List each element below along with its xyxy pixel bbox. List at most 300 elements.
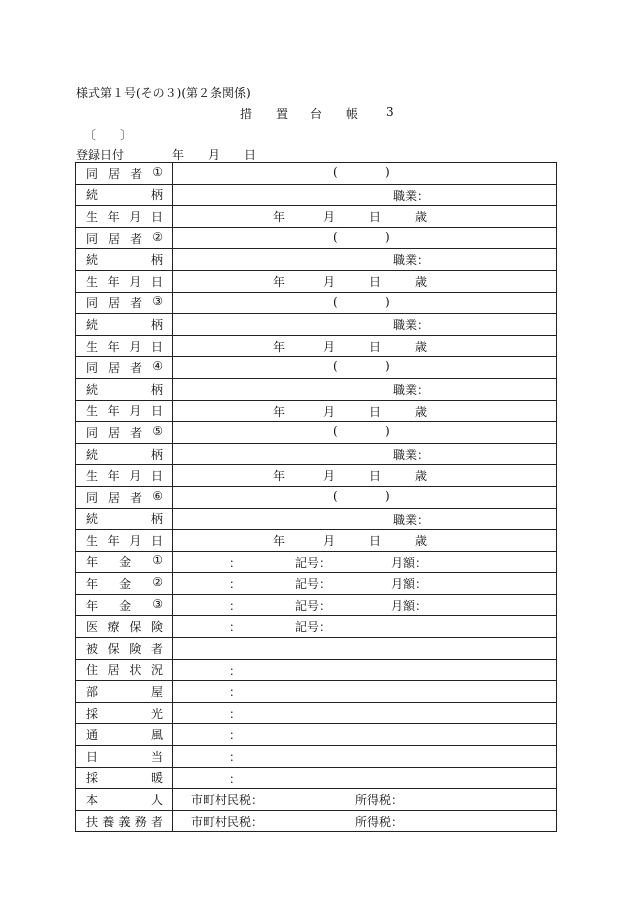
row-value-content bbox=[173, 746, 556, 767]
label-char: 保 bbox=[129, 620, 142, 635]
row-value-content bbox=[173, 357, 556, 378]
reg-month-label: 月 bbox=[208, 148, 221, 162]
field-label: 年 bbox=[273, 404, 286, 419]
field-label: 歳 bbox=[415, 210, 428, 225]
row-label bbox=[76, 573, 173, 595]
label-char: 屋 bbox=[150, 685, 163, 700]
row-label bbox=[76, 400, 173, 422]
field-label: 月 bbox=[323, 210, 336, 225]
label-char: 採 bbox=[86, 706, 99, 721]
field-label: ： bbox=[229, 620, 242, 635]
label-char: 年 bbox=[107, 469, 120, 484]
field-label: 日 bbox=[369, 404, 382, 419]
row-label bbox=[76, 486, 173, 508]
table-row bbox=[76, 486, 557, 508]
row-label-text bbox=[76, 510, 172, 527]
row-value-content bbox=[173, 509, 556, 530]
row-value-field[interactable] bbox=[173, 465, 557, 487]
field-label: 月額： bbox=[391, 555, 428, 570]
row-label-text bbox=[76, 251, 172, 268]
row-value-content bbox=[173, 681, 556, 702]
row-value-content bbox=[173, 163, 556, 184]
label-char: 生 bbox=[86, 209, 99, 224]
row-label-text bbox=[76, 553, 172, 570]
label-char: 日 bbox=[150, 274, 163, 289]
label-char: ① bbox=[152, 553, 163, 568]
label-char: 居 bbox=[108, 361, 121, 376]
field-label: 職業： bbox=[393, 447, 430, 462]
field-label: 歳 bbox=[415, 534, 428, 549]
label-char: 居 bbox=[108, 425, 121, 440]
row-value-content bbox=[173, 422, 556, 443]
title-char: 置 bbox=[276, 107, 289, 121]
label-char: ③ bbox=[152, 596, 163, 611]
row-label-text bbox=[76, 597, 172, 614]
row-label bbox=[76, 249, 173, 271]
label-char: 日 bbox=[150, 533, 163, 548]
row-label bbox=[76, 206, 173, 228]
label-char: 月 bbox=[129, 274, 142, 289]
label-char: 被 bbox=[86, 641, 99, 656]
row-value-field[interactable] bbox=[173, 573, 557, 595]
label-char: 生 bbox=[86, 274, 99, 289]
row-label bbox=[76, 184, 173, 206]
field-label: ) bbox=[385, 294, 390, 309]
label-char: 者 bbox=[130, 490, 143, 505]
table-row bbox=[76, 681, 557, 703]
label-char: 通 bbox=[86, 728, 99, 743]
row-value-field[interactable] bbox=[173, 594, 557, 616]
label-char: 金 bbox=[119, 598, 132, 613]
row-value-content bbox=[173, 595, 556, 616]
field-label: ( bbox=[333, 359, 338, 374]
label-char: 日 bbox=[86, 749, 99, 764]
table-row bbox=[76, 465, 557, 487]
label-char: ② bbox=[152, 575, 163, 590]
label-char: 保 bbox=[107, 641, 120, 656]
table-row bbox=[76, 292, 557, 314]
label-char: 扶 bbox=[86, 814, 99, 829]
field-label: 歳 bbox=[415, 469, 428, 484]
label-char: 日 bbox=[150, 339, 163, 354]
row-value-content bbox=[173, 206, 556, 227]
row-value-field[interactable] bbox=[173, 616, 557, 638]
row-value-content bbox=[173, 249, 556, 270]
field-label: 月 bbox=[323, 274, 336, 289]
row-value-content bbox=[173, 444, 556, 465]
field-label: ) bbox=[385, 229, 390, 244]
row-label bbox=[76, 335, 173, 357]
field-label: 日 bbox=[369, 534, 382, 549]
label-char: 月 bbox=[129, 469, 142, 484]
field-label: 市町村民税： bbox=[191, 814, 264, 829]
row-label bbox=[76, 659, 173, 681]
row-label bbox=[76, 422, 173, 444]
label-char: 義 bbox=[118, 814, 131, 829]
row-label bbox=[76, 357, 173, 379]
field-label: ( bbox=[333, 488, 338, 503]
title-number: 3 bbox=[386, 105, 394, 119]
field-label: ( bbox=[333, 294, 338, 309]
label-char: 況 bbox=[150, 663, 163, 678]
row-label-text bbox=[76, 683, 172, 700]
row-value-field[interactable] bbox=[173, 357, 557, 379]
title-char: 措 bbox=[240, 107, 253, 121]
field-label: ： bbox=[229, 750, 242, 765]
row-value-field[interactable] bbox=[173, 335, 557, 357]
row-label bbox=[76, 789, 173, 811]
label-char: 続 bbox=[86, 512, 99, 527]
row-value-field[interactable] bbox=[173, 249, 557, 271]
row-label-text bbox=[76, 532, 172, 549]
label-char: 年 bbox=[107, 209, 120, 224]
field-label: ( bbox=[333, 229, 338, 244]
table-row bbox=[76, 314, 557, 336]
row-label bbox=[76, 551, 173, 573]
row-label-text bbox=[76, 791, 172, 808]
table-row bbox=[76, 702, 557, 724]
field-label: 所得税： bbox=[355, 814, 404, 829]
table-row bbox=[76, 378, 557, 400]
row-value-content bbox=[173, 530, 556, 551]
field-label: 日 bbox=[369, 274, 382, 289]
row-label bbox=[76, 227, 173, 249]
table-row bbox=[76, 724, 557, 746]
table-row bbox=[76, 357, 557, 379]
row-label-text bbox=[76, 186, 172, 203]
label-char: 採 bbox=[86, 771, 99, 786]
label-char: 状 bbox=[129, 663, 142, 678]
label-char: 続 bbox=[86, 382, 99, 397]
field-label: ) bbox=[385, 424, 390, 439]
label-char: 日 bbox=[150, 404, 163, 419]
label-char: 年 bbox=[86, 555, 99, 570]
field-label: 年 bbox=[273, 274, 286, 289]
label-char: 月 bbox=[129, 533, 142, 548]
register-table bbox=[75, 162, 557, 832]
row-value-field[interactable] bbox=[173, 227, 557, 249]
label-char: 同 bbox=[86, 296, 99, 311]
row-value-field[interactable] bbox=[173, 206, 557, 228]
row-label-text bbox=[76, 575, 172, 592]
row-value-field[interactable] bbox=[173, 789, 557, 811]
row-label bbox=[76, 767, 173, 789]
row-label bbox=[76, 508, 173, 530]
table-row bbox=[76, 270, 557, 292]
table-row bbox=[76, 227, 557, 249]
label-char: 柄 bbox=[150, 382, 163, 397]
row-label bbox=[76, 465, 173, 487]
row-value-content bbox=[173, 703, 556, 724]
label-char: 居 bbox=[108, 231, 121, 246]
row-value-content bbox=[173, 638, 556, 659]
row-value-field[interactable] bbox=[173, 681, 557, 703]
field-label: 記号： bbox=[295, 577, 332, 592]
table-row bbox=[76, 659, 557, 681]
row-label bbox=[76, 270, 173, 292]
title-char: 帳 bbox=[346, 107, 359, 121]
field-label: 日 bbox=[369, 339, 382, 354]
label-char: 金 bbox=[119, 555, 132, 570]
row-value-field[interactable] bbox=[173, 270, 557, 292]
label-char: 者 bbox=[150, 641, 163, 656]
field-label: 市町村民税： bbox=[191, 793, 264, 808]
table-row bbox=[76, 746, 557, 768]
row-label-text bbox=[76, 618, 172, 635]
label-char: 生 bbox=[86, 533, 99, 548]
field-label: 月 bbox=[323, 339, 336, 354]
row-value-field[interactable] bbox=[173, 163, 557, 185]
row-label-text bbox=[76, 230, 172, 247]
field-label: ) bbox=[385, 488, 390, 503]
row-label-text bbox=[76, 273, 172, 290]
row-value-content bbox=[173, 552, 556, 573]
form-number: 様式第１号(その３)(第２条関係) bbox=[76, 86, 251, 100]
label-char: 年 bbox=[107, 339, 120, 354]
label-char: 続 bbox=[86, 253, 99, 268]
field-label: 記号： bbox=[295, 555, 332, 570]
row-value-content bbox=[173, 185, 556, 206]
field-label: 記号： bbox=[295, 598, 332, 613]
row-value-field[interactable] bbox=[173, 767, 557, 789]
row-label-text bbox=[76, 424, 172, 441]
label-char: 続 bbox=[86, 188, 99, 203]
table-row bbox=[76, 443, 557, 465]
label-char: 医 bbox=[86, 620, 99, 635]
label-char: 月 bbox=[129, 339, 142, 354]
label-char: 同 bbox=[86, 425, 99, 440]
row-value-field[interactable] bbox=[173, 486, 557, 508]
label-char: 月 bbox=[129, 209, 142, 224]
table-row bbox=[76, 249, 557, 271]
field-label: 職業： bbox=[393, 318, 430, 333]
row-label bbox=[76, 443, 173, 465]
row-value-field[interactable] bbox=[173, 659, 557, 681]
field-label: ： bbox=[229, 728, 242, 743]
row-label bbox=[76, 702, 173, 724]
label-char: 柄 bbox=[150, 188, 163, 203]
field-label: 日 bbox=[369, 210, 382, 225]
field-label: 月 bbox=[323, 469, 336, 484]
field-label: 所得税： bbox=[355, 793, 404, 808]
row-value-field[interactable] bbox=[173, 810, 557, 832]
row-value-field[interactable] bbox=[173, 724, 557, 746]
row-label bbox=[76, 616, 173, 638]
row-label-text bbox=[76, 467, 172, 484]
field-label: 月額： bbox=[391, 598, 428, 613]
label-char: 柄 bbox=[150, 512, 163, 527]
label-char: ③ bbox=[152, 294, 163, 309]
row-label-text bbox=[76, 402, 172, 419]
row-label-text bbox=[76, 316, 172, 333]
row-value-field[interactable] bbox=[173, 400, 557, 422]
label-char: 同 bbox=[86, 166, 99, 181]
row-value-content bbox=[173, 379, 556, 400]
field-label: 月 bbox=[323, 534, 336, 549]
row-label-text bbox=[76, 446, 172, 463]
field-label: ) bbox=[385, 359, 390, 374]
table-row bbox=[76, 530, 557, 552]
row-label bbox=[76, 292, 173, 314]
row-label-text bbox=[76, 489, 172, 506]
label-char: 年 bbox=[86, 598, 99, 613]
label-char: 同 bbox=[86, 490, 99, 505]
row-label-text bbox=[76, 208, 172, 225]
field-label: 年 bbox=[273, 469, 286, 484]
row-value-field[interactable] bbox=[173, 443, 557, 465]
table-row bbox=[76, 184, 557, 206]
table-row bbox=[76, 163, 557, 185]
label-char: 者 bbox=[150, 814, 163, 829]
field-label: 歳 bbox=[415, 404, 428, 419]
reg-year-label: 年 bbox=[172, 148, 185, 162]
field-label: ： bbox=[229, 685, 242, 700]
label-char: 者 bbox=[130, 425, 143, 440]
label-char: 年 bbox=[107, 404, 120, 419]
label-char: 同 bbox=[86, 231, 99, 246]
table-row bbox=[76, 789, 557, 811]
label-char: 生 bbox=[86, 469, 99, 484]
label-char: 務 bbox=[134, 814, 147, 829]
label-char: 柄 bbox=[150, 447, 163, 462]
label-char: 者 bbox=[130, 296, 143, 311]
row-value-content bbox=[173, 616, 556, 637]
label-char: 続 bbox=[86, 447, 99, 462]
field-label: ( bbox=[333, 165, 338, 179]
row-label-text bbox=[76, 359, 172, 376]
field-label: ： bbox=[229, 663, 242, 678]
row-label bbox=[76, 681, 173, 703]
field-label: 月 bbox=[323, 404, 336, 419]
title-char: 台 bbox=[310, 107, 323, 121]
row-value-content bbox=[173, 768, 556, 789]
field-label: 職業： bbox=[393, 512, 430, 527]
table-row bbox=[76, 335, 557, 357]
row-label-text bbox=[76, 381, 172, 398]
row-label-text bbox=[76, 294, 172, 311]
row-value-content bbox=[173, 573, 556, 594]
row-value-field[interactable] bbox=[173, 551, 557, 573]
row-label bbox=[76, 810, 173, 832]
label-char: 険 bbox=[129, 641, 142, 656]
row-label-text bbox=[76, 813, 172, 830]
row-value-field[interactable] bbox=[173, 378, 557, 400]
label-char: 者 bbox=[130, 166, 143, 181]
field-label: 職業： bbox=[393, 382, 430, 397]
table-row bbox=[76, 810, 557, 832]
label-char: 部 bbox=[86, 685, 99, 700]
row-value-content bbox=[173, 401, 556, 422]
label-char: 者 bbox=[130, 231, 143, 246]
label-char: 本 bbox=[86, 793, 99, 808]
field-label: ) bbox=[385, 165, 390, 179]
row-value-content bbox=[173, 465, 556, 486]
row-label bbox=[76, 638, 173, 660]
field-label: ： bbox=[229, 577, 242, 592]
label-char: 住 bbox=[86, 663, 99, 678]
label-char: 療 bbox=[107, 620, 120, 635]
row-value-content bbox=[173, 789, 556, 810]
label-char: 同 bbox=[86, 361, 99, 376]
table-row bbox=[76, 638, 557, 660]
field-label: 記号： bbox=[295, 620, 332, 635]
field-label: 歳 bbox=[415, 339, 428, 354]
row-value-field[interactable] bbox=[173, 638, 557, 660]
label-char: 年 bbox=[86, 577, 99, 592]
label-char: 日 bbox=[150, 469, 163, 484]
row-value-content bbox=[173, 660, 556, 681]
row-label bbox=[76, 163, 173, 185]
row-label-text bbox=[76, 748, 172, 765]
label-char: 者 bbox=[130, 361, 143, 376]
label-char: 月 bbox=[129, 404, 142, 419]
table-row bbox=[76, 206, 557, 228]
label-char: 年 bbox=[107, 533, 120, 548]
label-char: 柄 bbox=[150, 253, 163, 268]
row-label-text bbox=[76, 705, 172, 722]
table-row bbox=[76, 551, 557, 573]
row-value-field[interactable] bbox=[173, 422, 557, 444]
table-row bbox=[76, 508, 557, 530]
table-row bbox=[76, 594, 557, 616]
row-value-field[interactable] bbox=[173, 292, 557, 314]
row-value-field[interactable] bbox=[173, 184, 557, 206]
reg-day-label: 日 bbox=[244, 148, 257, 162]
label-char: 人 bbox=[150, 793, 163, 808]
row-value-content bbox=[173, 487, 556, 508]
label-char: ② bbox=[152, 229, 163, 244]
label-char: 居 bbox=[108, 296, 121, 311]
label-char: 年 bbox=[107, 274, 120, 289]
row-value-field[interactable] bbox=[173, 508, 557, 530]
table-row bbox=[76, 573, 557, 595]
label-char: 光 bbox=[150, 706, 163, 721]
row-value-field[interactable] bbox=[173, 702, 557, 724]
label-char: 金 bbox=[119, 577, 132, 592]
row-label bbox=[76, 594, 173, 616]
label-char: 養 bbox=[102, 814, 115, 829]
label-char: ④ bbox=[152, 359, 163, 374]
field-label: 年 bbox=[273, 534, 286, 549]
row-label-text bbox=[76, 726, 172, 743]
label-char: 険 bbox=[150, 620, 163, 635]
row-value-content bbox=[173, 228, 556, 249]
row-label-text bbox=[76, 165, 172, 182]
row-label bbox=[76, 746, 173, 768]
label-char: 生 bbox=[86, 339, 99, 354]
row-label-text bbox=[76, 661, 172, 678]
row-label-text bbox=[76, 640, 172, 657]
row-value-content bbox=[173, 724, 556, 745]
label-char: 暖 bbox=[150, 771, 163, 786]
row-value-field[interactable] bbox=[173, 746, 557, 768]
field-label: 月額： bbox=[391, 577, 428, 592]
row-label bbox=[76, 530, 173, 552]
bracket-field: 〔 〕 bbox=[84, 128, 133, 142]
field-label: 職業： bbox=[393, 188, 430, 203]
row-value-field[interactable] bbox=[173, 314, 557, 336]
registration-date-label: 登録日付 bbox=[76, 148, 125, 162]
row-value-content bbox=[173, 314, 556, 335]
label-char: ⑥ bbox=[152, 488, 163, 503]
label-char: 柄 bbox=[150, 317, 163, 332]
row-value-content bbox=[173, 811, 556, 832]
row-value-field[interactable] bbox=[173, 530, 557, 552]
field-label: ( bbox=[333, 424, 338, 439]
label-char: ① bbox=[152, 164, 163, 179]
label-char: 日 bbox=[150, 209, 163, 224]
field-label: ： bbox=[229, 598, 242, 613]
